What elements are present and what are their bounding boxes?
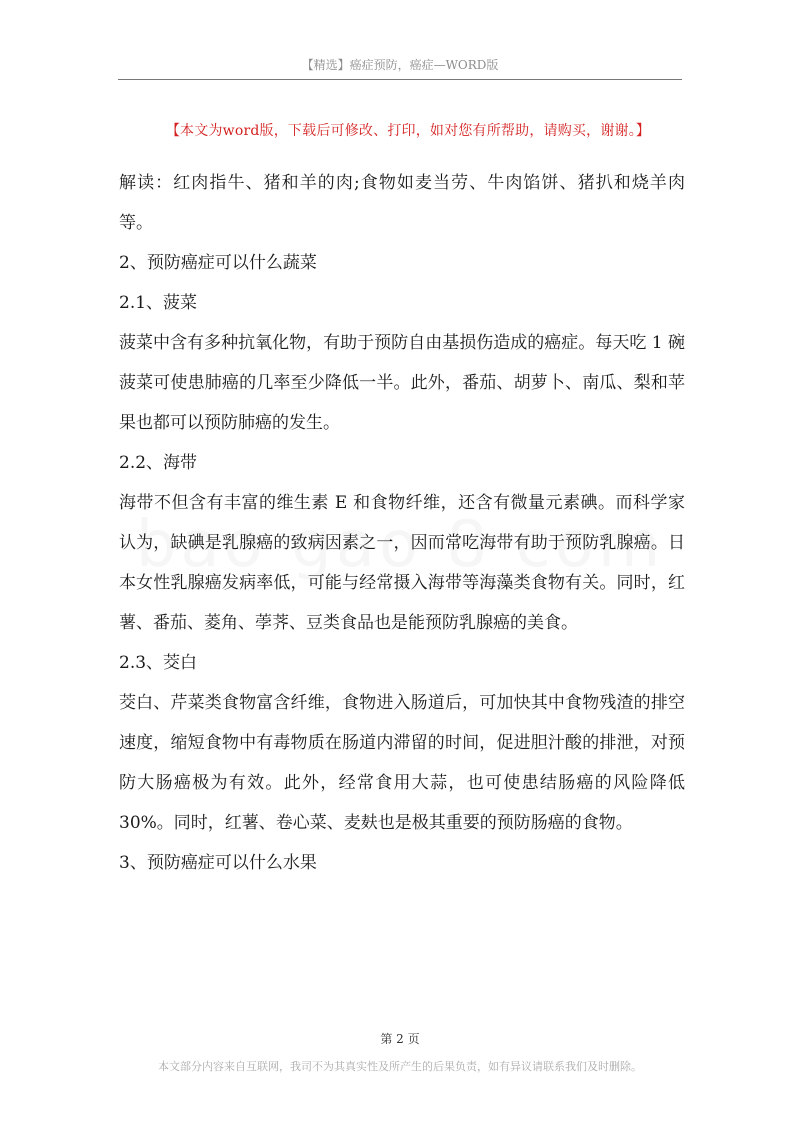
section-2-3-paragraph: 茭白、芹菜类食物富含纤维，食物进入肠道后，可加快其中食物残渣的排空速度，缩短食物中有毒物质在肠道内滞留的时间，促进胆汁酸的排泄，对预防大肠癌极为有效。此外，经常食用大蒜，也可使患结肠癌的风险降低 30%。同时，红薯、卷心菜、麦麸也是极其重要的预防肠癌的食物。	[119, 693, 685, 833]
section-2-1-paragraph: 菠菜中含有多种抗氧化物，有助于预防自由基损伤造成的癌症。每天吃 1 碗菠菜可使患肺癌的几率至少降低一半。此外，番茄、胡萝卜、南瓜、梨和苹果也都可以预防肺癌的发生。	[119, 333, 685, 433]
intro-paragraph: 解读：红肉指牛、猪和羊的肉;食物如麦当劳、牛肉馅饼、猪扒和烧羊肉等。	[119, 173, 685, 233]
section-2-1-heading: 2.1、菠菜	[119, 293, 198, 313]
download-notice: 【本文为word版，下载后可修改、打印，如对您有所帮助，请购买，谢谢。】	[165, 123, 651, 139]
section-2-heading: 2、预防癌症可以什么蔬菜	[119, 253, 317, 273]
section-2-3-heading: 2.3、茭白	[119, 653, 198, 673]
page-footer: 本文部分内容来自互联网，我司不为其真实性及所产生的后果负责，如有异议请联系我们及时删除。	[158, 1060, 642, 1073]
section-3-heading: 3、预防癌症可以什么水果	[119, 853, 317, 873]
page-header: 【精选】癌症预防，癌症—WORD版	[118, 56, 682, 80]
section-2-2-heading: 2.2、海带	[119, 453, 198, 473]
page-number: 第 2 页	[380, 1032, 420, 1046]
document-body	[119, 163, 685, 883]
section-2-2-paragraph: 海带不但含有丰富的维生素 E 和食物纤维，还含有微量元素碘。而科学家认为，缺碘是乳腺癌的致病因素之一，因而常吃海带有助于预防乳腺癌。日本女性乳腺癌发病率低，可能与经常摄入海带等海藻类食物有关。同时，红薯、番茄、菱角、荸荠、豆类食品也是能预防乳腺癌的美食。	[119, 493, 685, 633]
